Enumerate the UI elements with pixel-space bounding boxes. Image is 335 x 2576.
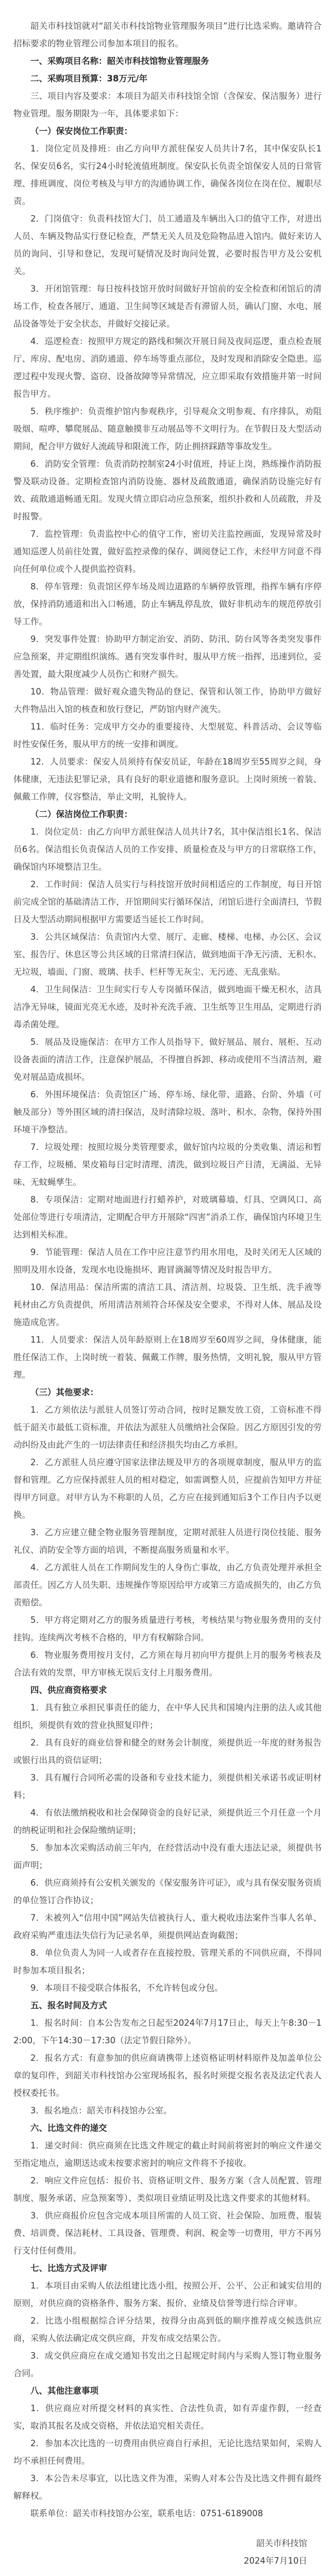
notice-body bbox=[13, 18, 322, 2522]
paragraph: 11．临时任务：完成甲方交办的重要接待、大型展览、科普活动、会议等临时性安保任务，服从甲方的统一安排和调度。 bbox=[13, 722, 322, 749]
paragraph: 3．成交供应商应在成交通知书发出之日起规定时间内与采购人签订物业服务合同。 bbox=[13, 2351, 322, 2378]
paragraph: 6．供应商须持有公安机关颁发的《保安服务许可证》，或与具有保安服务资质的单位签订合作协议； bbox=[13, 1878, 322, 1905]
paragraph: 4．乙方派驻人员在工作期间发生的人身伤亡事故，由乙方负责处理并承担全部责任。因乙方人员失职、违规操作等原因给甲方或第三方造成损失的，由乙方负责赔偿。 bbox=[13, 1563, 322, 1607]
signature-date: 2024年7月10日 bbox=[244, 2556, 307, 2566]
paragraph: 10．物品管理：做好观众遗失物品的登记、保管和认领工作，协助甲方做好大件物品出入馆的核查和放行登记，严防馆内财产流失。 bbox=[13, 687, 322, 714]
paragraph: 9．节能管理：保洁人员在工作中应注意节约用水用电，及时关闭无人区域的照明及用水设备，发现水电设施损坏、跑冒滴漏等情况及时报告甲方。 bbox=[13, 1247, 322, 1275]
paragraph: 6．物业服务费用按月支付，乙方须在每月初向甲方提供上月的服务考核表及合法有效的发票，甲方审核无误后支付上月服务费用。 bbox=[13, 1650, 322, 1677]
paragraph: 8．单位负责人为同一人或者存在直接控股、管理关系的不同供应商，不得同时参加本项目报名； bbox=[13, 1948, 322, 1975]
paragraph: 韶关市科技馆就对“韶关市科技馆物业管理服务项目”进行比选采购。邀请符合招标要求的物业管理公司参加本项目的报名。 bbox=[13, 21, 322, 48]
paragraph: 3．开闭馆管理：每日按科技馆开放时间做好开馆前的安全检查和闭馆后的清场工作，检查各展厅、通道、卫生间等区域是否有滞留人员，确认门窗、水电、展品设备等处于安全状态，并做好交接记录。 bbox=[13, 284, 322, 329]
paragraph: 2．比选小组根据综合评分结果，按得分由高到低的顺序推荐成交候选供应商，采购人依法确定成交供应商，并发布成交结果公告。 bbox=[13, 2316, 322, 2343]
paragraph: 1．本项目由采购人依法组建比选小组，按照公开、公平、公正和诚实信用的原则，对供应商的资格条件、服务方案、报价、业绩及信誉等进行综合评审。 bbox=[13, 2281, 322, 2308]
paragraph: 11．人员要求：保洁人员年龄原则上在18周岁至60周岁之间，身体健康，能胜任保洁工作，上岗时统一着装、佩戴工作牌，服务热情，文明礼貌，服从甲方管理。 bbox=[13, 1335, 322, 1380]
section-heading: （三）其他要求： bbox=[30, 1387, 98, 1397]
section-heading: 四、供应商资格要求 bbox=[30, 1685, 107, 1695]
paragraph: 3．乙方应建立健全物业服务管理制度，定期对派驻人员进行岗位技能、服务礼仪、消防安全等方面的培训，不断提高服务质量和水平。 bbox=[13, 1528, 322, 1555]
paragraph: 3．报名地点：韶关市科技馆办公室。 bbox=[30, 2106, 172, 2115]
paragraph: 4．卫生间保洁：卫生间实行专人专岗循环保洁，做到地面干燥无积水，洁具洁净无异味，镜面光亮无水迹，及时补充洗手液、卫生纸等卫生用品，定期进行消毒杀菌处理。 bbox=[13, 985, 322, 1029]
paragraph: 1．供应商应对所提交材料的真实性、合法性负责，如有弄虚作假，一经查实，取消其报名及成交资格，并依法追究相关责任。 bbox=[13, 2403, 322, 2431]
paragraph: 9．突发事件处置：协助甲方制定治安、消防、防汛、防台风等各类突发事件应急预案，并定期组织演练。遇有突发事件时，服从甲方统一指挥，迅速到位，妥善处置，最大限度减少人员伤亡和财产损失。 bbox=[13, 634, 322, 679]
section-heading: 七、比选方式及评审 bbox=[30, 2263, 107, 2273]
paragraph: 三、项目内容及要求：本项目为韶关市科技馆全馆（含保安、保洁服务）进行物业管理。服务期限为一年，具体要求如下： bbox=[13, 91, 322, 118]
paragraph: 7．监控管理：负责监控中心的值守工作，密切关注监控画面，发现异常及时通知巡逻人员前往处置，做好监控录像的保存、调阅登记工作，未经甲方同意不得向任何单位或个人提供监控资料。 bbox=[13, 529, 322, 574]
paragraph: 1．岗位定员：由乙方向甲方派驻保洁人员共计7名，其中保洁组长1名、保洁员6名。保洁组长负责保洁人员的工作安排、质量检查及与甲方的日常联络工作，确保馆内环境整洁卫生。 bbox=[13, 827, 322, 872]
paragraph: 6．消防安全管理：负责消防控制室24小时值班，持证上岗，熟练操作消防报警及联动设备。定期检查馆内消防设施、器材及疏散通道，确保消防设施完好有效、疏散通道畅通无阻。发现火情立即启动应急预案，组织扑救和人员疏散，并及时报警。 bbox=[13, 459, 322, 521]
paragraph: 联系单位：韶关市科技馆办公室，联系电话：0751-6189008 bbox=[30, 2509, 263, 2518]
paragraph: 2．乙方派驻人员应遵守国家法律法规及甲方的各项规章制度，服从甲方的监督和管理。乙方应保持派驻人员的相对稳定，如需调整人员，应提前告知甲方并征得甲方同意。对甲方认为不称职的人员，乙方应在接到通知后3个工作日内予以更换。 bbox=[13, 1458, 322, 1520]
paragraph: 2．参加本次比选的一切费用由供应商自行承担，无论比选结果如何，采购人均不承担任何费用。 bbox=[13, 2438, 322, 2466]
paragraph: 5．展品及设施保洁：在甲方工作人员指导下，做好展品、展台、展柜、互动设备表面的清洁工作，注意保护展品，不得擅自拆卸、移动或使用不当清洁剂，避免对展品造成损坏。 bbox=[13, 1037, 322, 1082]
paragraph: 1．递交时间：供应商须在比选文件规定的截止时间前将密封的响应文件递交至指定地点，逾期送达或未按要求密封的响应文件将不予接收。 bbox=[13, 2141, 322, 2168]
section-heading: 六、比选文件的递交 bbox=[30, 2123, 107, 2133]
paragraph: 1．具有独立承担民事责任的能力，在中华人民共和国境内注册的法人或其他组织，须提供有效的营业执照复印件； bbox=[13, 1703, 322, 1730]
paragraph: 3．本公告未尽事宜，以比选文件为准，采购人对本公告及比选文件拥有最终解释权。 bbox=[13, 2473, 322, 2501]
section-heading: 一、采购项目名称：韶关市科技馆物业管理服务 bbox=[30, 56, 209, 66]
paragraph: 4．有依法缴纳税收和社会保障资金的良好记录，须提供近三个月任意一个月的纳税证明和社会保险缴纳证明； bbox=[13, 1808, 322, 1835]
paragraph: 2．工作时间：保洁人员实行与科技馆开放时间相适应的工作制度，每日开馆前完成全馆的基础清洁工作，开馆期间实行循环保洁，闭馆后进行全面清扫，节假日及大型活动期间根据甲方需要适当延长工作时间。 bbox=[13, 879, 322, 924]
paragraph: 2．具有良好的商业信誉和健全的财务会计制度，须提供近一年度的财务报告或银行出具的资信证明； bbox=[13, 1738, 322, 1765]
paragraph: 1．岗位定员及排班：由乙方向甲方派驻保安人员共计7名，其中保安队长1名、保安员6名，实行24小时轮流值班制度。保安队长负责全馆保安人员的日常管理、排班调度、岗位考核及与甲方的沟通协调工作，确保各岗位在岗在位、履职尽责。 bbox=[13, 144, 322, 206]
paragraph: 9．本项目不接受联合体报名，不允许转包或分包。 bbox=[30, 1983, 223, 1993]
section-heading: （二）保洁岗位工作职责： bbox=[30, 809, 132, 819]
paragraph: 1．乙方须依法与派驻人员签订劳动合同，按时足额发放工资，工资标准不得低于韶关市最低工资标准，并依法为派驻人员缴纳社会保险。因乙方原因引发的劳动纠纷及由此产生的一切法律责任和经济损失均由乙方承担。 bbox=[13, 1405, 322, 1450]
paragraph: 2．门岗值守：负责科技馆大门、员工通道及车辆出入口的值守工作，对进出人员、车辆及物品实行登记检查，严禁无关人员及危险物品进入馆内。做好来访人员的询问、引导和登记，发现可疑情况及时询问处置，必要时报告甲方及公安机关。 bbox=[13, 214, 322, 276]
paragraph: 2．响应文件应包括：报价书、资格证明文件、服务方案（含人员配置、管理制度、服务承诺、应急预案等）、类似项目业绩证明及比选文件要求的其他材料。 bbox=[13, 2176, 322, 2203]
paragraph: 3．公共区域保洁：负责馆内大堂、展厅、走廊、楼梯、电梯、办公区、会议室、报告厅、休息区等公共区域的日常清扫保洁，做到地面干净无污渍、无积水、无垃圾，墙面、门窗、玻璃、扶手、栏杆等无灰尘、无污迹、无乱张贴。 bbox=[13, 932, 322, 977]
signature-org: 韶关市科技馆 bbox=[256, 2538, 307, 2548]
section-heading: 八、其他注意事项 bbox=[30, 2386, 98, 2396]
paragraph: 7．垃圾处理：按照垃圾分类管理要求，做好馆内垃圾的分类收集、清运和暂存工作，垃圾桶、果皮箱每日定时清理、清洗，做到垃圾日产日清，无满溢、无异味、无蚊蝇孳生。 bbox=[13, 1142, 322, 1187]
paragraph: 4．巡逻检查：按照甲方规定的路线和频次开展日间及夜间巡逻，重点检查展厅、库房、配电房、消防通道、停车场等重点部位，及时发现和消除安全隐患。巡逻过程中发现火警、盗窃、设备故障等异常情况，应立即采取有效措施并第一时间报告甲方。 bbox=[13, 336, 322, 399]
paragraph: 8．专项保洁：定期对地面进行打蜡养护，对玻璃幕墙、灯具、空调风口、高处部位等进行专项清洁，定期配合甲方开展除“四害”消杀工作，确保馆内环境卫生达到相关标准。 bbox=[13, 1195, 322, 1240]
paragraph: 7．未被列入“信用中国”网站失信被执行人、重大税收违法案件当事人名单、政府采购严重违法失信行为记录名单，须提供网站查询截图； bbox=[13, 1913, 322, 1940]
signature-block bbox=[13, 2535, 322, 2570]
paragraph: 3．供应商报价应包含完成本项目所需的人员工资、社会保险、加班费、服装费、培训费、保洁耗材、工具设备、管理费、利润、税金等一切费用，甲方不再另行支付任何费用。 bbox=[13, 2211, 322, 2256]
paragraph: 5．甲方将定期对乙方的服务质量进行考核，考核结果与物业服务费用的支付挂钩。连续两次考核不合格的，甲方有权解除合同。 bbox=[13, 1615, 322, 1642]
paragraph: 1．报名时间：自本公告发布之日起至2024年7月17日止，每天上午8:30－12:00，下午14:30－17:30（法定节假日除外）。 bbox=[13, 2018, 322, 2045]
paragraph: 6．外围环境保洁：负责馆区广场、停车场、绿化带、道路、台阶、外墙（可触及部分）等外围区域的清扫保洁，及时清除垃圾、落叶、积水、杂物，保持外围环境干净整洁。 bbox=[13, 1090, 322, 1134]
paragraph: 5．秩序维护：负责维护馆内参观秩序，引导观众文明参观、有序排队，劝阻吸烟、喧哗、攀爬展品、随意触摸非互动展品等不文明行为。在节假日及大型活动期间，配合甲方做好人流疏导和限流工作，防止拥挤踩踏等事故发生。 bbox=[13, 406, 322, 451]
section-heading: 五、报名时间及方式 bbox=[30, 2001, 107, 2010]
paragraph: 8．停车管理：负责馆区停车场及周边道路的车辆停放管理，指挥车辆有序停放，保持消防通道和出入口畅通，防止车辆乱停乱放，做好非机动车的规范停放引导工作。 bbox=[13, 582, 322, 626]
paragraph: 12．人员要求：保安人员须持有保安员证，年龄在18周岁至55周岁之间，身体健康，无违法犯罪记录，具有良好的职业道德和服务意识。上岗时须统一着装、佩戴工作牌，仪容整洁，举止文明，礼貌待人。 bbox=[13, 757, 322, 802]
paragraph: 5．参加本次采购活动前三年内，在经营活动中没有重大违法记录，须提供书面声明； bbox=[13, 1843, 322, 1870]
paragraph: 10．保洁用品：保洁所需的清洁工具、清洁剂、垃圾袋、卫生纸、洗手液等耗材由乙方负责提供，所用清洁剂须符合环保及安全要求，不得对人体、展品及设施造成危害。 bbox=[13, 1282, 322, 1327]
paragraph: 3．具有履行合同所必需的设备和专业技术能力，须提供相关承诺书或证明材料； bbox=[13, 1773, 322, 1800]
paragraph: 2．报名方式：有意参加的供应商请携带上述资格证明材料原件及加盖单位公章的复印件，到韶关市科技馆办公室现场报名，报名时须提交报名表及法定代表人授权委托书。 bbox=[13, 2053, 322, 2098]
section-heading: （一）保安岗位工作职责： bbox=[30, 126, 132, 136]
section-heading: 二、采购项目预算：38万元/年 bbox=[30, 74, 147, 83]
